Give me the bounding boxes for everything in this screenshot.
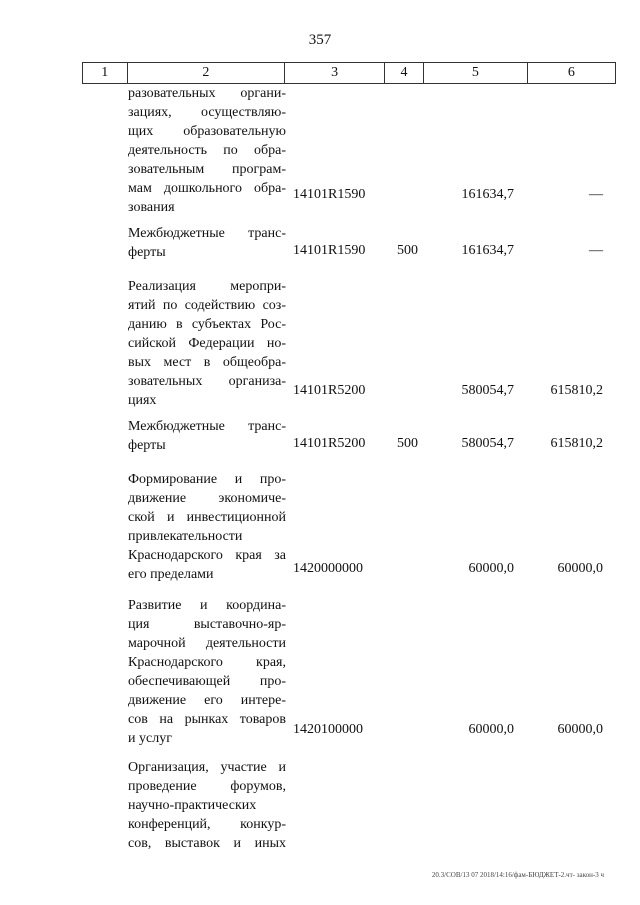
name-line: вых мест в общеобра- bbox=[128, 355, 286, 370]
name-line: Организация, участие и bbox=[128, 760, 286, 775]
header-col-2: 2 bbox=[127, 63, 285, 83]
row-name bbox=[128, 224, 286, 262]
name-line: ской и инвестиционной bbox=[128, 510, 286, 525]
name-line: деятельность по обра- bbox=[128, 143, 286, 158]
page-number: 357 bbox=[308, 32, 332, 48]
name-line: ферты bbox=[128, 438, 166, 453]
name-line: ятий по содействию соз- bbox=[128, 298, 286, 313]
table-header bbox=[82, 62, 616, 84]
name-line: щих образовательную bbox=[128, 124, 286, 139]
name-line: данию в субъектах Рос- bbox=[128, 317, 286, 332]
row-code: 14101R5200 bbox=[293, 436, 366, 451]
header-col-6: 6 bbox=[527, 63, 616, 83]
name-line: марочной деятельности bbox=[128, 636, 286, 651]
row-value-5: 580054,7 bbox=[461, 436, 514, 451]
row-value-5: 60000,0 bbox=[468, 722, 514, 737]
name-line: его пределами bbox=[128, 567, 214, 582]
name-line: привлекательности bbox=[128, 529, 243, 544]
row-value-6: — bbox=[589, 187, 603, 202]
row-name bbox=[128, 758, 286, 853]
row-value-5: 60000,0 bbox=[468, 561, 514, 576]
name-line: и услуг bbox=[128, 731, 172, 746]
header-col-1: 1 bbox=[82, 63, 127, 83]
name-line: движение экономиче- bbox=[128, 491, 286, 506]
row-value-6: 615810,2 bbox=[550, 383, 603, 398]
row-value-6: 60000,0 bbox=[557, 561, 603, 576]
row-code: 1420000000 bbox=[293, 561, 363, 576]
name-line: зациях, осуществляю- bbox=[128, 105, 286, 120]
row-code: 14101R1590 bbox=[293, 187, 366, 202]
row-name bbox=[128, 417, 286, 455]
name-line: научно-практических bbox=[128, 798, 257, 813]
name-line: сийской Федерации но- bbox=[128, 336, 286, 351]
name-line: Межбюджетные транс- bbox=[128, 419, 286, 434]
name-line: разовательных органи- bbox=[128, 86, 286, 101]
row-value-6: 615810,2 bbox=[550, 436, 603, 451]
row-value-5: 161634,7 bbox=[461, 243, 514, 258]
name-line: движение его интере- bbox=[128, 693, 286, 708]
row-vr: 500 bbox=[397, 436, 418, 451]
row-name bbox=[128, 470, 286, 584]
name-line: циях bbox=[128, 393, 157, 408]
name-line: конференций, конкур- bbox=[128, 817, 286, 832]
row-value-5: 580054,7 bbox=[461, 383, 514, 398]
name-line: зования bbox=[128, 200, 175, 215]
row-name bbox=[128, 277, 286, 410]
footer-stamp: 20.3/СОВ/13 07 2018/14:16/фам-БЮДЖЕТ-2.чт- закон-3 ч bbox=[431, 871, 604, 879]
row-value-5: 161634,7 bbox=[461, 187, 514, 202]
name-line: Развитие и координа- bbox=[128, 598, 286, 613]
header-col-3: 3 bbox=[284, 63, 384, 83]
name-line: Краснодарского края за bbox=[128, 548, 286, 563]
header-col-4: 4 bbox=[384, 63, 423, 83]
row-vr: 500 bbox=[397, 243, 418, 258]
name-line: сов, выставок и иных bbox=[128, 836, 286, 851]
name-line: сов на рынках товаров bbox=[128, 712, 286, 727]
name-line: проведение форумов, bbox=[128, 779, 286, 794]
name-line: ция выставочно-яр- bbox=[128, 617, 286, 632]
row-name bbox=[128, 84, 286, 217]
name-line: обеспечивающей про- bbox=[128, 674, 286, 689]
row-value-6: 60000,0 bbox=[557, 722, 603, 737]
row-code: 1420100000 bbox=[293, 722, 363, 737]
name-line: ферты bbox=[128, 245, 166, 260]
name-line: Межбюджетные транс- bbox=[128, 226, 286, 241]
row-name bbox=[128, 596, 286, 748]
name-line: мам дошкольного обра- bbox=[128, 181, 286, 196]
name-line: зовательных организа- bbox=[128, 374, 286, 389]
row-value-6: — bbox=[589, 243, 603, 258]
row-code: 14101R1590 bbox=[293, 243, 366, 258]
name-line: Краснодарского края, bbox=[128, 655, 286, 670]
header-col-5: 5 bbox=[423, 63, 527, 83]
name-line: Реализация меропри- bbox=[128, 279, 286, 294]
name-line: Формирование и про- bbox=[128, 472, 286, 487]
row-code: 14101R5200 bbox=[293, 383, 366, 398]
name-line: зовательным програм- bbox=[128, 162, 286, 177]
